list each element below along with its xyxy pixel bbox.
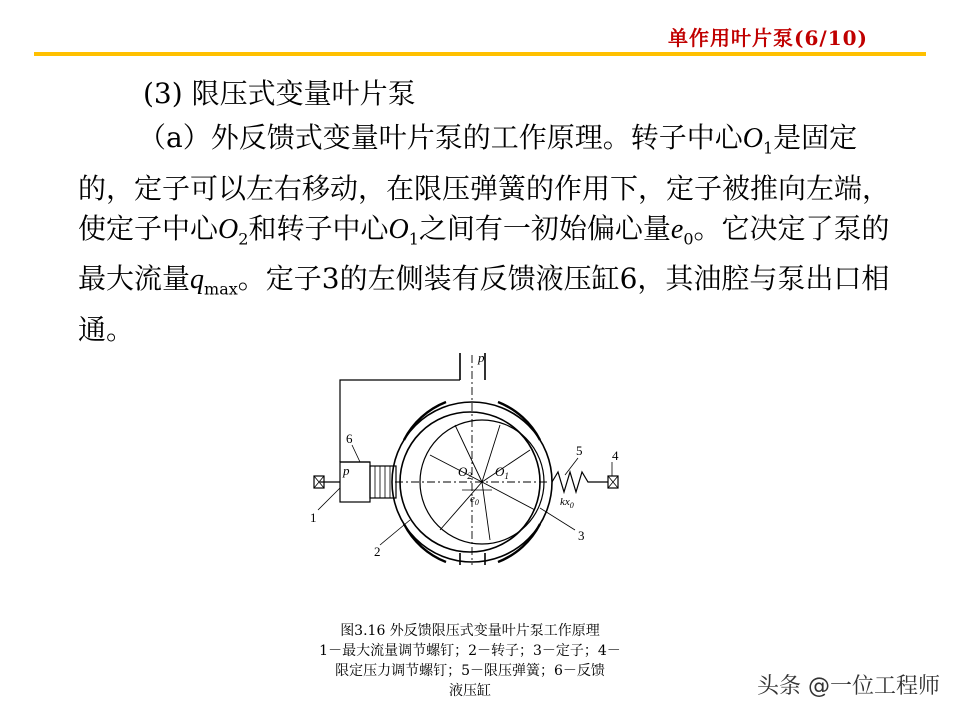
figure-caption xyxy=(255,621,685,701)
watermark: 头条 @一位工程师 xyxy=(757,674,940,699)
spring-preload-label: $kx_0$ xyxy=(560,496,574,510)
caption-title: 图3.16 外反馈限压式变量叶片泵工作原理 xyxy=(340,623,600,639)
eccentricity-label: $e_0$ xyxy=(470,493,479,507)
pressure-label-top: p xyxy=(478,350,485,365)
part-label-3: 3 xyxy=(578,528,585,543)
part-label-2: 2 xyxy=(374,544,381,559)
section-title: (3) 限压式变量叶片泵 xyxy=(143,77,416,110)
body-paragraph: （a）外反馈式变量叶片泵的工作原理。转子中心$O_1$是固定的，定子可以左右移动，在限压弹簧的作用下，定子被推向左端，使定子中心$O_2$和转子中心$O_1$之间有一初始偏心量$e_0$。它决定了泵的最大流量$q_{max}$。定子3的左侧装有反馈液压缸6，其油腔与泵出口相通。 xyxy=(78,121,891,346)
stator-center-label: $O_2$ xyxy=(458,464,472,481)
header-divider xyxy=(34,52,926,56)
part-label-6: 6 xyxy=(346,431,353,446)
slide-header-title: 单作用叶片泵(6/10) xyxy=(668,26,868,50)
caption-line-4: 液压缸 xyxy=(449,683,491,699)
caption-line-3: 限定压力调节螺钉；5－限压弹簧；6－反馈 xyxy=(335,663,605,679)
pressure-label-cylinder: p xyxy=(343,463,350,478)
caption-line-2: 1－最大流量调节螺钉；2－转子；3－定子；4－ xyxy=(319,643,621,659)
part-label-4: 4 xyxy=(612,448,619,463)
part-label-5: 5 xyxy=(576,443,583,458)
pump-diagram xyxy=(300,345,640,565)
rotor-center-label: $O_1$ xyxy=(495,464,509,481)
part-label-1: 1 xyxy=(310,510,317,525)
